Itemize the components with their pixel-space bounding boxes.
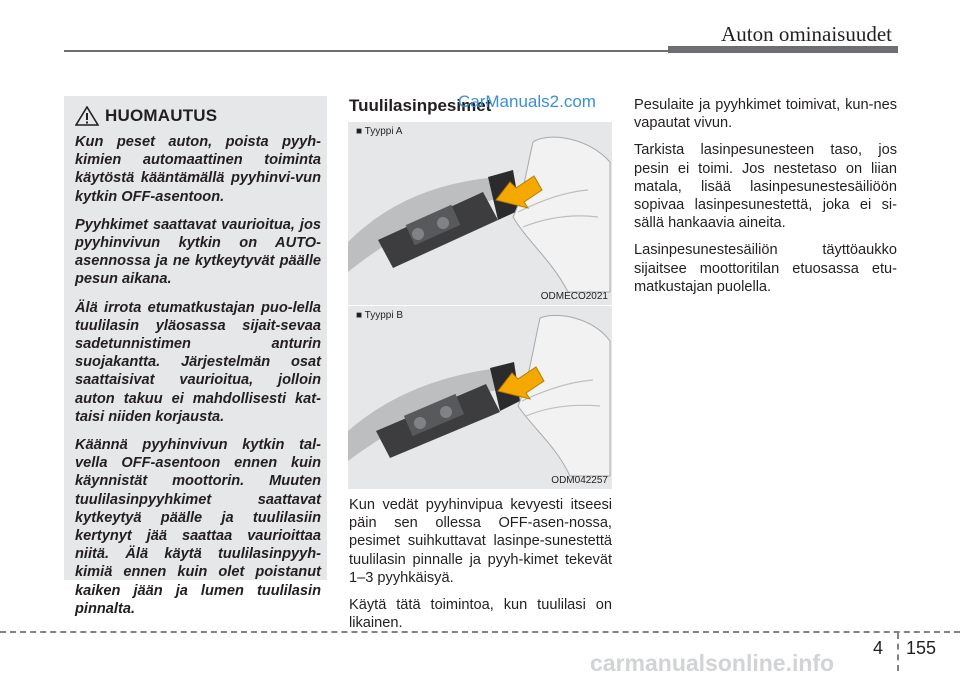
wiper-stalk-illustration bbox=[348, 306, 612, 489]
site-watermark: CarManuals2.com bbox=[458, 92, 596, 111]
caution-header bbox=[75, 106, 321, 126]
running-header: Auton ominaisuudet bbox=[721, 22, 892, 46]
caution-title: HUOMAUTUS bbox=[105, 106, 218, 125]
footer-watermark: carmanualsonline.info bbox=[590, 650, 835, 676]
caution-box bbox=[64, 96, 327, 617]
wiper-stalk-illustration bbox=[348, 122, 612, 305]
header-rule bbox=[64, 50, 679, 52]
caution-paragraph: Käännä pyyhinvivun kytkin tal-vella OFF-asentoon ennen kuin käynnistät moottorin. Muuten tuulilasinpyyhkimet saattavat kytkeytyä päälle ja tuulilasiin kertynyt jää saattaa vaurioittaa niitä. Älä käytä tuulilasinpyyh-kimiä ennen kuin olet poistanut kaiken jään ja lumen tuulilasin pinnalta. bbox=[75, 437, 321, 617]
page-number: 155 bbox=[906, 638, 937, 658]
body-paragraph: Lasinpesunestesäiliön täyttöaukko sijaitsee moottoritilan etuosassa etu-matkustajan puolella. bbox=[634, 242, 897, 295]
warning-triangle-icon bbox=[75, 106, 99, 126]
body-text-middle bbox=[349, 496, 612, 641]
body-text-right bbox=[634, 96, 897, 305]
figure-code: ODMECO2021 bbox=[540, 291, 608, 302]
caution-paragraph: Älä irrota etumatkustajan puo-lella tuulilasin yläosassa sijait-sevaa sadetunnistimen anturin suojakantta. Järjestelmän osat saattaisivat vaurioitua, jolloin auton takuu ei mahdollisesti kat-taisi niiden korjausta. bbox=[75, 299, 321, 425]
header-rule-accent bbox=[668, 46, 898, 53]
section-title: Tuulilasinpesimet bbox=[349, 96, 492, 115]
caution-paragraph: Kun peset auton, poista pyyh-kimien automaattinen toiminta käytöstä kääntämällä pyyhinvi-vun kytkin OFF-asentoon. bbox=[75, 134, 321, 205]
figure-code: ODM042257 bbox=[551, 475, 608, 486]
figure-type-a bbox=[348, 122, 612, 305]
figure-tag: ■ Tyyppi B bbox=[356, 310, 403, 321]
chapter-number: 4 bbox=[873, 638, 884, 658]
figure-type-b bbox=[348, 306, 612, 489]
body-paragraph: Pesulaite ja pyyhkimet toimivat, kun-nes vapautat vivun. bbox=[634, 97, 897, 132]
body-paragraph: Tarkista lasinpesunesteen taso, jos pesin ei toimi. Jos nestetaso on liian matala, lisää lasinpesunestesäiliöön sopivaa lasinpesunestettä, joka ei si-sällä hankaavia aineita. bbox=[634, 142, 897, 232]
body-paragraph: Kun vedät pyyhinvipua kevyesti itseesi päin sen ollessa OFF-asen-nossa, pesimet suihkuttavat lasinpe-sunestettä tuulilasin pinnalle ja pyyh-kimet tekevät 1–3 pyyhkäisyä. bbox=[349, 497, 612, 586]
footer-rule bbox=[0, 631, 960, 633]
caution-paragraph: Pyyhkimet saattavat vaurioitua, jos pyyhinvivun kytkin on AUTO-asennossa ja ne kytkeytyvät päälle pesun aikana. bbox=[75, 216, 321, 288]
body-paragraph: Käytä tätä toimintoa, kun tuulilasi on likainen. bbox=[349, 597, 612, 632]
figure-tag: ■ Tyyppi A bbox=[356, 126, 403, 137]
footer-divider bbox=[897, 633, 899, 671]
